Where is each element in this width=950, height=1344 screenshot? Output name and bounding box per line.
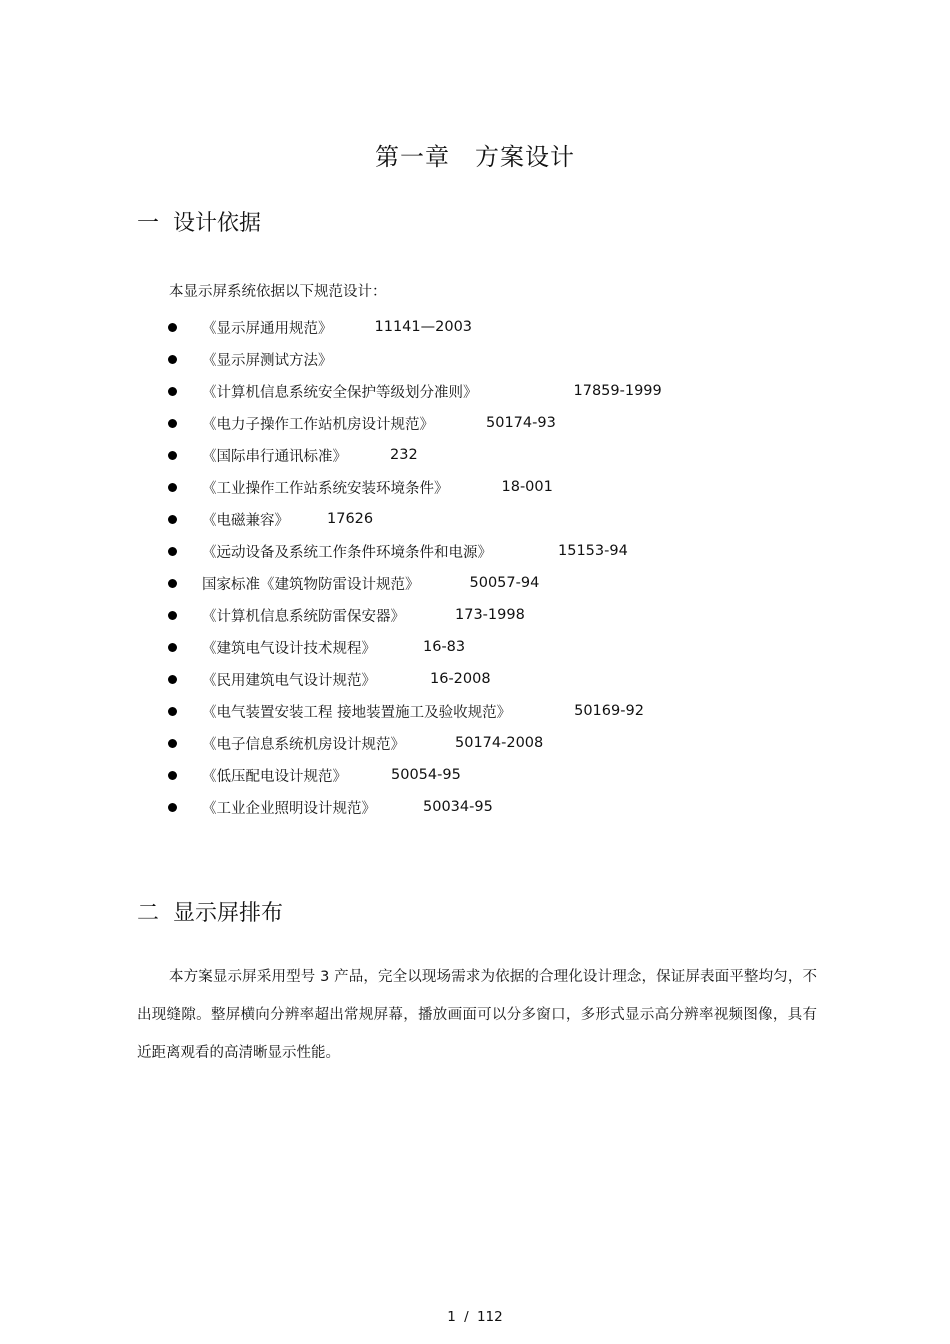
standard-name: 国家标准《建筑物防雷设计规范》 — [202, 576, 420, 593]
list-item — [168, 663, 662, 695]
standard-name: 《显示屏测试方法》 — [202, 352, 333, 369]
standard-name: 《国际串行通讯标准》 — [202, 448, 347, 465]
standard-name: 《电磁兼容》 — [202, 512, 289, 529]
standard-code: 50174-2008 — [455, 735, 544, 751]
bullet-icon — [168, 675, 177, 684]
bullet-icon — [168, 579, 177, 588]
section-number: 一 — [137, 211, 160, 236]
bullet-icon — [168, 803, 177, 812]
standard-code: 50174-93 — [486, 415, 556, 431]
section-heading-layout — [137, 896, 283, 927]
layout-paragraph: 本方案显示屏采用型号 3 产品，完全以现场需求为依据的合理化设计理念，保证屏表面平整均匀，不出现缝隙。整屏横向分辨率超出常规屏幕，播放画面可以分多窗口，多形式显示高分辨率视频图像，具有近距离观看的高清晰显示性能。 — [137, 969, 817, 1061]
list-item — [168, 375, 662, 407]
section-title: 设计依据 — [173, 211, 262, 236]
list-item — [168, 631, 662, 663]
page-indicator: 1 / 112 — [447, 1309, 503, 1325]
bullet-icon — [168, 643, 177, 652]
standard-name: 《显示屏通用规范》 — [202, 320, 333, 337]
list-item — [168, 599, 662, 631]
bullet-icon — [168, 611, 177, 620]
standard-name: 《电子信息系统机房设计规范》 — [202, 736, 405, 753]
bullet-icon — [168, 515, 177, 524]
standard-code: 17626 — [327, 511, 374, 527]
standard-code: 50057-94 — [469, 575, 540, 591]
list-item — [168, 407, 662, 439]
standard-name: 《电力子操作工作站机房设计规范》 — [202, 416, 434, 433]
list-item — [168, 759, 662, 791]
standard-name: 《建筑电气设计技术规程》 — [202, 640, 376, 657]
standard-code: 11141—2003 — [374, 319, 473, 335]
standard-name: 《低压配电设计规范》 — [202, 768, 347, 785]
standard-code: 18-001 — [501, 479, 553, 495]
intro-text: 本显示屏系统依据以下规范设计： — [169, 284, 387, 300]
standard-name: 《远动设备及系统工作条件环境条件和电源》 — [202, 544, 492, 561]
standard-code: 50054-95 — [391, 767, 461, 783]
bullet-icon — [168, 483, 177, 492]
standard-code: 232 — [390, 447, 418, 463]
standard-name: 《工业操作工作站系统安装环境条件》 — [202, 480, 449, 497]
list-item — [168, 535, 662, 567]
standard-name: 《工业企业照明设计规范》 — [202, 800, 376, 817]
standard-code: 50034-95 — [423, 799, 493, 815]
standard-code: 16-2008 — [430, 671, 491, 687]
standard-name: 《计算机信息系统安全保护等级划分准则》 — [202, 384, 478, 401]
bullet-icon — [168, 547, 177, 556]
standard-code: 16-83 — [423, 639, 466, 655]
standard-name: 《电气装置安装工程 接地装置施工及验收规范》 — [202, 704, 512, 721]
list-item — [168, 727, 662, 759]
list-item — [168, 471, 662, 503]
list-item — [168, 503, 662, 535]
bullet-icon — [168, 387, 177, 396]
standard-code: 50169-92 — [574, 703, 644, 719]
standard-code: 17859-1999 — [573, 383, 662, 399]
bullet-icon — [168, 323, 177, 332]
chapter-title: 第一章 方案设计 — [375, 143, 575, 171]
section-number: 二 — [137, 901, 160, 926]
list-item — [168, 695, 662, 727]
section-heading-basis — [137, 206, 261, 237]
section-title: 显示屏排布 — [173, 901, 284, 926]
standard-name: 《计算机信息系统防雷保安器》 — [202, 608, 405, 625]
list-item — [168, 311, 662, 343]
standard-name: 《民用建筑电气设计规范》 — [202, 672, 376, 689]
standard-code: 173-1998 — [455, 607, 525, 623]
standard-code: 15153-94 — [558, 543, 628, 559]
bullet-icon — [168, 739, 177, 748]
bullet-icon — [168, 451, 177, 460]
bullet-icon — [168, 707, 177, 716]
bullet-icon — [168, 771, 177, 780]
list-item — [168, 343, 662, 375]
list-item — [168, 439, 662, 471]
list-item — [168, 567, 662, 599]
bullet-icon — [168, 419, 177, 428]
list-item — [168, 791, 662, 823]
standards-list — [168, 311, 662, 823]
bullet-icon — [168, 355, 177, 364]
